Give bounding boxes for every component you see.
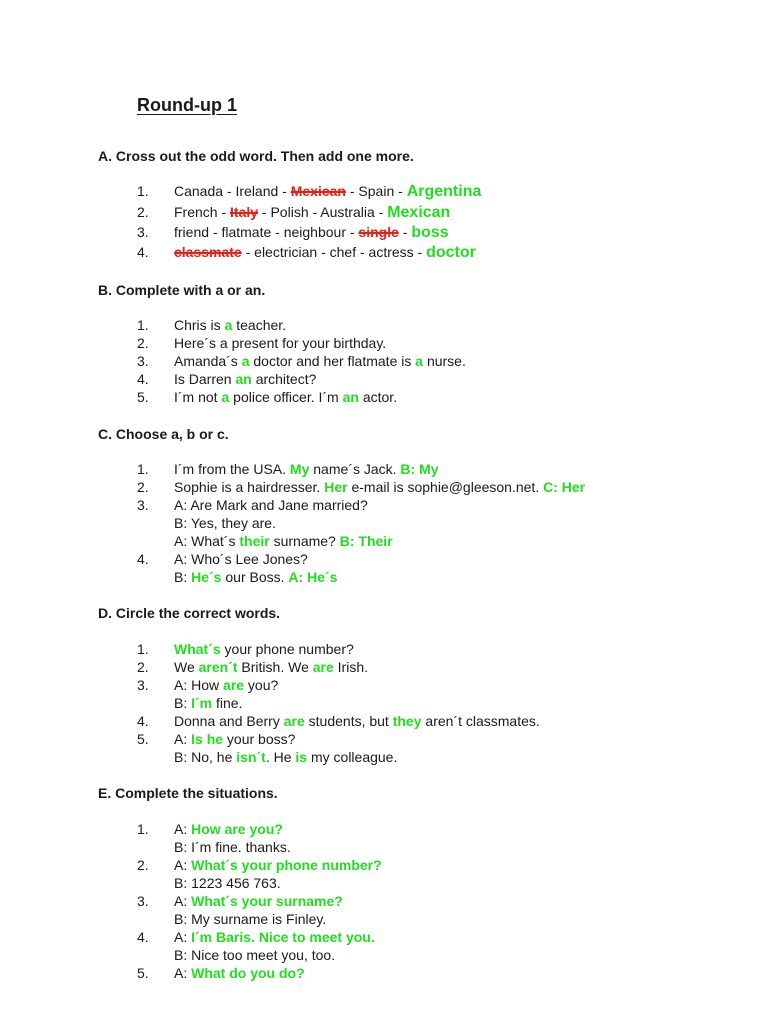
item-number: 3. — [137, 677, 149, 693]
text-segment: our Boss. — [221, 569, 289, 585]
crossed-out-word: single — [358, 224, 399, 240]
worksheet-title: Round-up 1 — [137, 95, 237, 115]
text-segment: Canada - Ireland - — [174, 183, 291, 199]
item-text — [174, 640, 354, 658]
text-segment: actor. — [358, 389, 398, 405]
text-segment: your phone number? — [220, 641, 354, 657]
answer-word: I´m — [191, 695, 213, 711]
text-segment: A: — [174, 965, 192, 981]
answer-phrase: How are you? — [191, 821, 283, 837]
answer-choice: B: My — [400, 461, 439, 477]
answer-word: a — [221, 389, 230, 405]
text-segment: A: Are Mark and Jane married? — [174, 497, 368, 513]
text-segment: nurse. — [423, 353, 466, 369]
item-text — [174, 928, 375, 946]
section-e-heading: E. Complete the situations. — [98, 785, 278, 801]
item-number: 1. — [137, 821, 149, 837]
section-d-heading: D. Circle the correct words. — [98, 605, 281, 621]
text-segment: Sophie is a hairdresser. — [174, 479, 325, 495]
text-segment: - — [398, 224, 412, 240]
item-number: 3. — [137, 353, 149, 369]
text-segment: We — [174, 659, 199, 675]
answer-choice: A: He´s — [288, 569, 338, 585]
item-text — [174, 874, 281, 892]
answer-phrase: What´s your surname? — [191, 893, 343, 909]
item-text — [174, 712, 540, 730]
text-segment: students, but — [304, 713, 393, 729]
item-number: 3. — [137, 224, 149, 240]
item-number: 4. — [137, 244, 149, 260]
item-text — [174, 820, 283, 838]
item-text — [174, 568, 337, 586]
text-segment: I´m not — [174, 389, 222, 405]
answer-phrase: I´m Baris. Nice to meet you. — [191, 929, 375, 945]
item-number: 2. — [137, 479, 149, 495]
text-segment: aren´t classmates. — [421, 713, 540, 729]
text-segment: - Polish - Australia - — [258, 204, 388, 220]
answer-word: a — [415, 353, 424, 369]
item-number: 1. — [137, 641, 149, 657]
item-number: 4. — [137, 929, 149, 945]
text-segment: my colleague. — [307, 749, 398, 765]
answer-word: aren´t — [198, 659, 238, 675]
text-segment: - electrician - chef - actress - — [241, 244, 427, 260]
item-text — [174, 460, 439, 478]
answer-word: are — [223, 677, 245, 693]
added-word: boss — [411, 224, 449, 241]
item-text — [174, 478, 585, 496]
answer-word: He´s — [191, 569, 222, 585]
text-segment: A: — [174, 731, 192, 747]
text-segment: architect? — [251, 371, 317, 387]
text-segment: police officer. I´m — [229, 389, 343, 405]
item-text — [174, 676, 278, 694]
text-segment: A: — [174, 857, 192, 873]
text-segment: A: Who´s Lee Jones? — [174, 551, 308, 567]
answer-word: are — [283, 713, 305, 729]
added-word: Mexican — [387, 204, 451, 221]
text-segment: fine. — [212, 695, 243, 711]
text-segment: B: Yes, they are. — [174, 515, 276, 531]
item-text — [174, 550, 308, 568]
answer-word: their — [239, 533, 270, 549]
text-segment: B: 1223 456 763. — [174, 875, 281, 891]
answer-word: My — [289, 461, 310, 477]
answer-word: a — [224, 317, 233, 333]
item-text — [174, 370, 316, 388]
section-a-heading: A. Cross out the odd word. Then add one more. — [98, 148, 414, 164]
item-text — [174, 496, 368, 514]
text-segment: your boss? — [223, 731, 296, 747]
section-c-heading: C. Choose a, b or c. — [98, 426, 229, 442]
item-number: 1. — [137, 183, 149, 199]
item-text — [174, 694, 242, 712]
text-segment: B: I´m fine. thanks. — [174, 839, 291, 855]
text-segment: Amanda´s — [174, 353, 242, 369]
text-segment: friend - flatmate - neighbour - — [174, 224, 359, 240]
item-number: 2. — [137, 857, 149, 873]
text-segment: - Spain - — [345, 183, 407, 199]
item-text — [174, 243, 476, 262]
text-segment: name´s Jack. — [309, 461, 401, 477]
answer-word: isn´t — [236, 749, 266, 765]
text-segment: you? — [244, 677, 279, 693]
text-segment: A: — [174, 929, 192, 945]
item-number: 5. — [137, 389, 149, 405]
answer-word: are — [312, 659, 334, 675]
item-text — [174, 334, 386, 352]
crossed-out-word: classmate — [174, 244, 242, 260]
text-segment: I´m from the USA. — [174, 461, 290, 477]
added-word: doctor — [426, 244, 476, 261]
answer-word: is — [295, 749, 308, 765]
text-segment: surname? — [269, 533, 340, 549]
text-segment: B: — [174, 695, 192, 711]
text-segment: A: — [174, 821, 192, 837]
item-number: 3. — [137, 497, 149, 513]
text-segment: B: My surname is Finley. — [174, 911, 327, 927]
text-segment: British. We — [237, 659, 313, 675]
item-number: 3. — [137, 893, 149, 909]
answer-phrase: What´s your phone number? — [191, 857, 382, 873]
item-text — [174, 182, 481, 201]
item-number: 1. — [137, 461, 149, 477]
item-text — [174, 946, 335, 964]
item-number: 4. — [137, 713, 149, 729]
item-number: 2. — [137, 204, 149, 220]
text-segment: doctor and her flatmate is — [249, 353, 416, 369]
text-segment: e-mail is sophie@gleeson.net. — [347, 479, 544, 495]
item-text — [174, 856, 382, 874]
item-text — [174, 352, 466, 370]
added-word: Argentina — [406, 183, 482, 200]
text-segment: B: Nice too meet you, too. — [174, 947, 336, 963]
item-text — [174, 388, 397, 406]
item-text — [174, 838, 291, 856]
answer-word: an — [342, 389, 359, 405]
text-segment: Irish. — [333, 659, 369, 675]
item-text — [174, 514, 276, 532]
item-text — [174, 748, 397, 766]
text-segment: French - — [174, 204, 231, 220]
crossed-out-word: Italy — [230, 204, 259, 220]
item-text — [174, 203, 450, 222]
answer-word: they — [392, 713, 422, 729]
text-segment: A: What´s — [174, 533, 240, 549]
text-segment: Chris is — [174, 317, 225, 333]
item-text — [174, 964, 305, 982]
item-number: 1. — [137, 317, 149, 333]
item-text — [174, 730, 295, 748]
text-segment: Is Darren — [174, 371, 236, 387]
item-text — [174, 658, 368, 676]
text-segment: . He — [265, 749, 296, 765]
answer-word: Her — [324, 479, 348, 495]
answer-choice: B: Their — [339, 533, 393, 549]
item-text — [174, 223, 449, 242]
answer-choice: C: Her — [543, 479, 586, 495]
text-segment: B: No, he — [174, 749, 237, 765]
crossed-out-word: Mexican — [290, 183, 346, 199]
item-number: 2. — [137, 335, 149, 351]
item-number: 4. — [137, 371, 149, 387]
item-number: 5. — [137, 731, 149, 747]
item-text — [174, 532, 393, 550]
answer-word: Is he — [191, 731, 224, 747]
text-segment: B: — [174, 569, 192, 585]
answer-phrase: What do you do? — [191, 965, 305, 981]
item-text — [174, 892, 343, 910]
section-b-heading: B. Complete with a or an. — [98, 282, 266, 298]
answer-word: an — [235, 371, 252, 387]
item-text — [174, 910, 326, 928]
answer-word: a — [241, 353, 250, 369]
text-segment: Here´s a present for your birthday. — [174, 335, 387, 351]
item-number: 4. — [137, 551, 149, 567]
item-text — [174, 316, 286, 334]
text-segment: A: — [174, 893, 192, 909]
item-number: 5. — [137, 965, 149, 981]
text-segment: A: How — [174, 677, 224, 693]
answer-word: What´s — [174, 641, 221, 657]
text-segment: teacher. — [232, 317, 287, 333]
text-segment: Donna and Berry — [174, 713, 284, 729]
item-number: 2. — [137, 659, 149, 675]
